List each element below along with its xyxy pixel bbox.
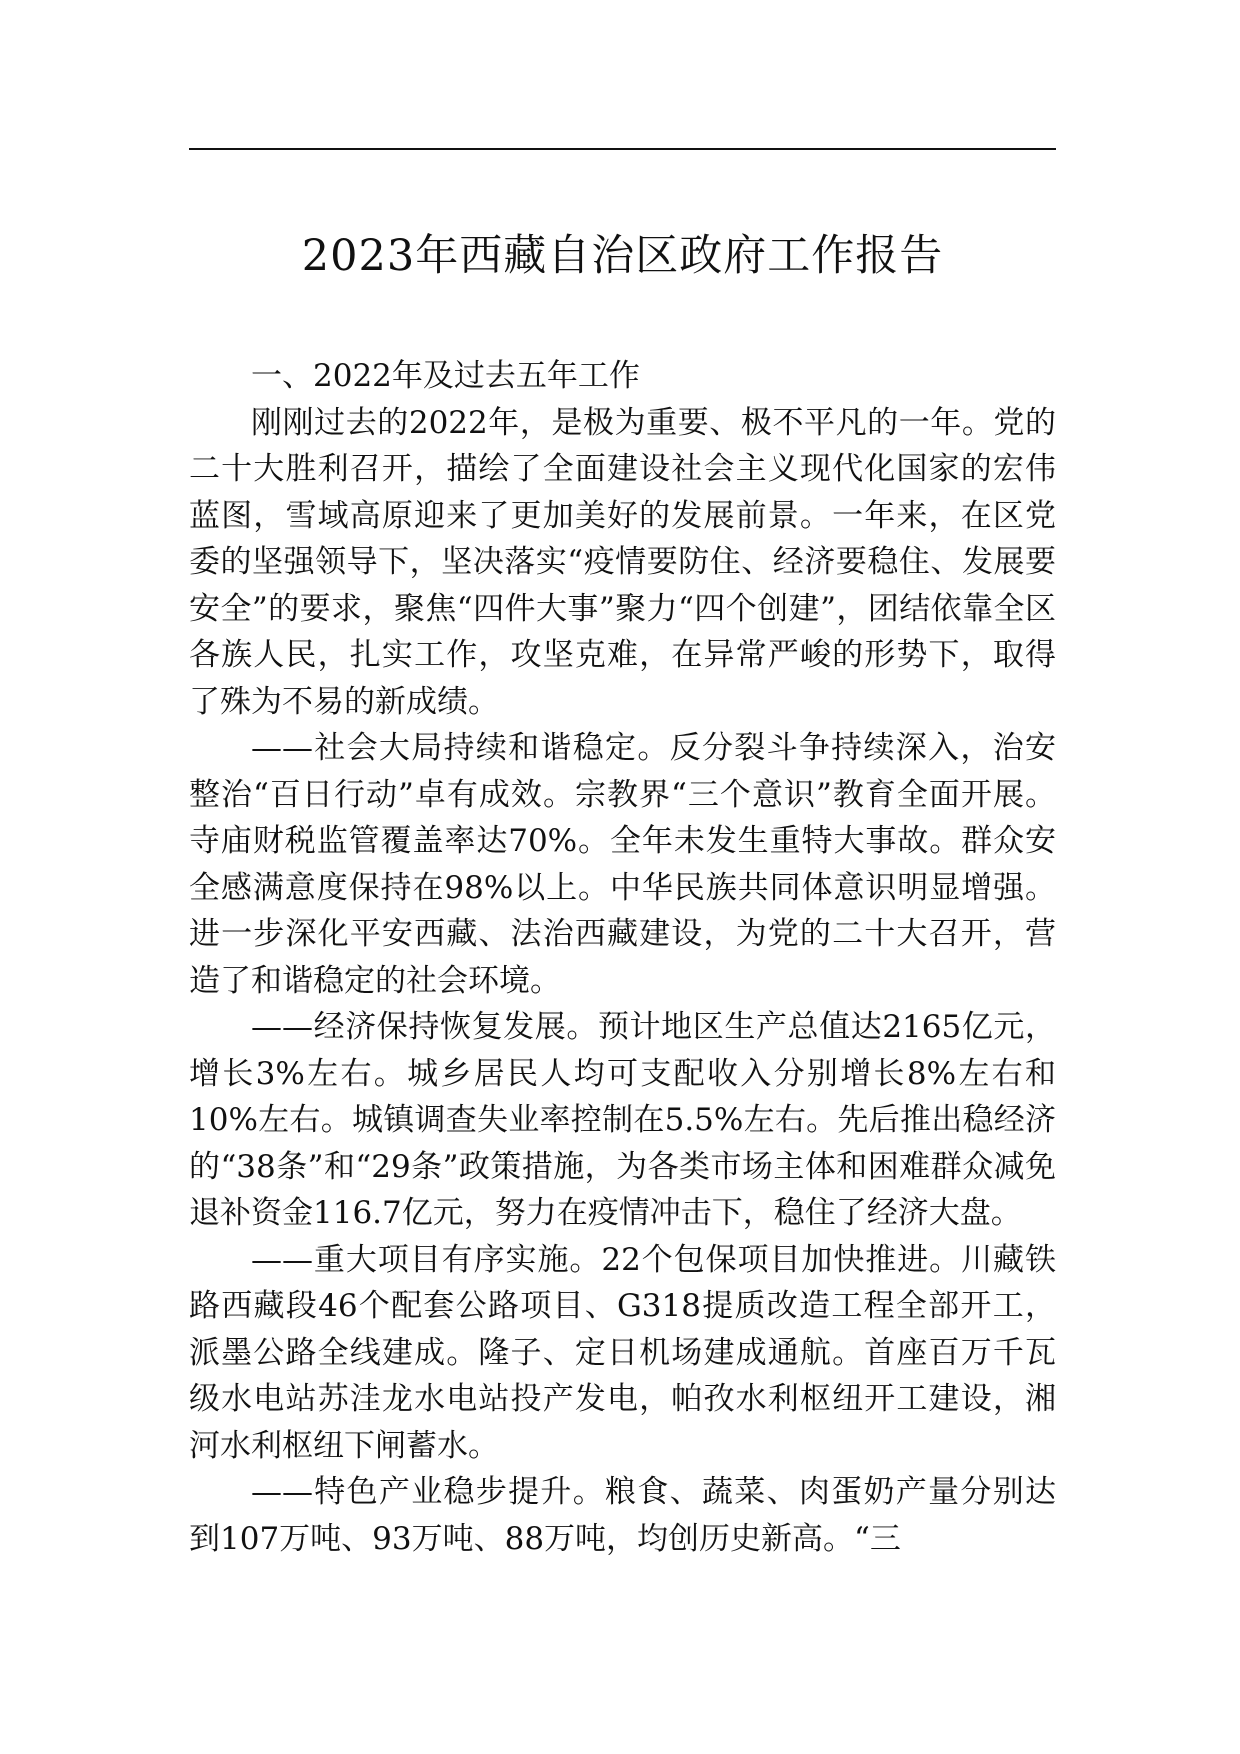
paragraph-social-stability: ——社会大局持续和谐稳定。反分裂斗争持续深入，治安整治“百日行动”卓有成效。宗教界“三个意识”教育全面开展。寺庙财税监管覆盖率达70%。全年未发生重特大事故。群众安全感满意度保持在98%以上。中华民族共同体意识明显增强。进一步深化平安西藏、法治西藏建设，为党的二十大召开，营造了和谐稳定的社会环境。 (189, 730, 1056, 999)
document-title: 2023年西藏自治区政府工作报告 (301, 231, 944, 281)
header-rule (189, 148, 1056, 150)
paragraph-major-projects: ——重大项目有序实施。22个包保项目加快推进。川藏铁路西藏段46个配套公路项目、G318提质改造工程全部开工，派墨公路全线建成。隆子、定日机场建成通航。首座百万千瓦级水电站苏洼龙水电站投产发电，帕孜水利枢纽开工建设，湘河水利枢纽下闸蓄水。 (189, 1241, 1056, 1464)
section-heading: 一、2022年及过去五年工作 (251, 358, 640, 394)
paragraph-industries: ——特色产业稳步提升。粮食、蔬菜、肉蛋奶产量分别达到107万吨、93万吨、88万吨，均创历史新高。“三 (189, 1474, 1056, 1557)
paragraph-intro: 刚刚过去的2022年，是极为重要、极不平凡的一年。党的二十大胜利召开，描绘了全面建设社会主义现代化国家的宏伟蓝图，雪域高原迎来了更加美好的发展前景。一年来，在区党委的坚强领导下，坚决落实“疫情要防住、经济要稳住、发展要安全”的要求，聚焦“四件大事”聚力“四个创建”，团结依靠全区各族人民，扎实工作，攻坚克难，在异常严峻的形势下，取得了殊为不易的新成绩。 (189, 404, 1056, 720)
document-body (189, 353, 1056, 1562)
paragraph-economy: ——经济保持恢复发展。预计地区生产总值达2165亿元，增长3%左右。城乡居民人均可支配收入分别增长8%左右和10%左右。城镇调查失业率控制在5.5%左右。先后推出稳经济的“38条”和“29条”政策措施，为各类市场主体和困难群众减免退补资金116.7亿元，努力在疫情冲击下，稳住了经济大盘。 (189, 1009, 1056, 1231)
